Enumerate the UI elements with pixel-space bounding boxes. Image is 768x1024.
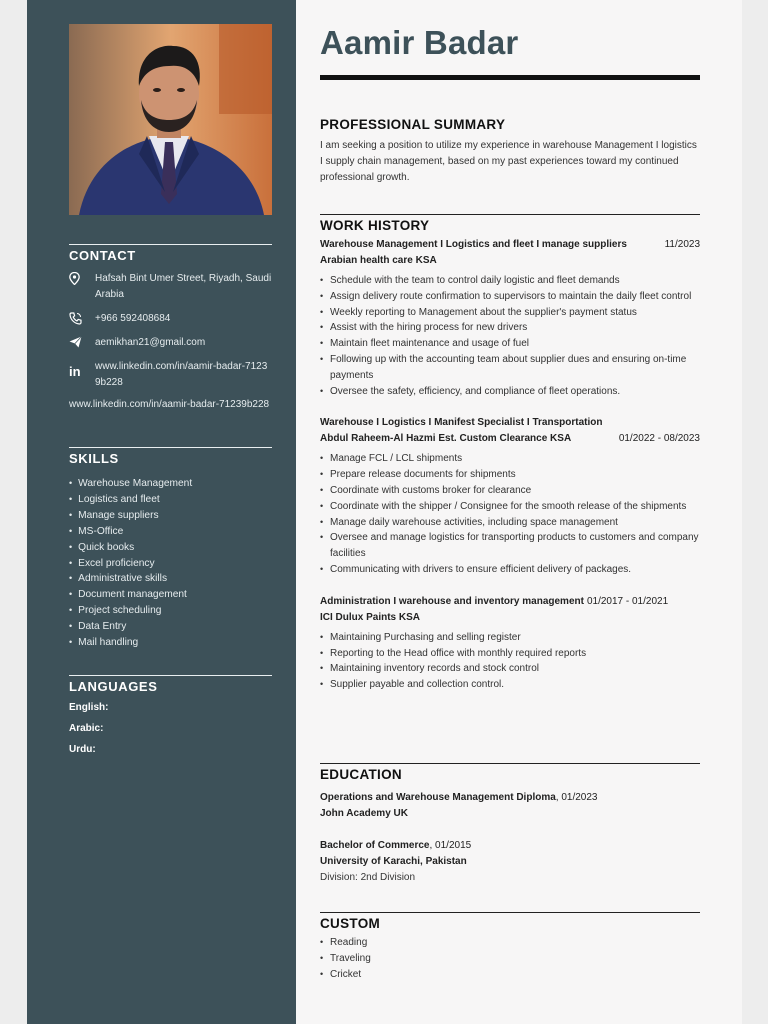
skill-item: • Administrative skills <box>69 571 272 587</box>
job-bullets <box>320 451 700 577</box>
language-item: Arabic: <box>69 723 104 734</box>
bullet-item: • Maintain fleet maintenance and usage of fuel <box>320 336 700 352</box>
location-pin-icon <box>69 271 95 285</box>
bullet-item: • Cricket <box>320 967 700 983</box>
skill-item: • Data Entry <box>69 619 272 635</box>
language-item: Urdu: <box>69 744 96 755</box>
contact-linkedin <box>69 359 272 391</box>
bullet-item: • Traveling <box>320 951 700 967</box>
contact-section <box>69 244 272 413</box>
custom-list <box>320 935 700 982</box>
job-title-row <box>320 594 700 610</box>
education-section <box>320 763 700 886</box>
job-entry <box>320 415 700 577</box>
bullet-item: • Oversee the safety, efficiency, and compliance of fleet operations. <box>320 384 700 400</box>
linkedin-icon: in <box>69 364 81 379</box>
phone-text[interactable]: +966 592408684 <box>95 313 171 324</box>
send-icon <box>69 335 95 348</box>
custom-heading: CUSTOM <box>320 916 381 931</box>
sidebar <box>27 0 296 1024</box>
bullet-item: • Manage daily warehouse activities, including space management <box>320 515 700 531</box>
bullet-item: • Prepare release documents for shipments <box>320 467 700 483</box>
bullet-item: • Supplier payable and collection control. <box>320 677 700 693</box>
skills-heading: SKILLS <box>69 451 119 466</box>
bullet-item: • Schedule with the team to control daily logistic and fleet demands <box>320 273 700 289</box>
skill-item: • Project scheduling <box>69 603 272 619</box>
job-title-row <box>320 415 700 431</box>
bullet-item: • Maintaining inventory records and stock control <box>320 661 700 677</box>
bullet-item: • Following up with the accounting team about supplier dues and ensuring on-time payments <box>320 352 700 384</box>
job-title: Warehouse I Logistics I Manifest Specialist I Transportation <box>320 417 603 429</box>
language-item: English: <box>69 702 109 713</box>
languages-heading: LANGUAGES <box>69 679 158 694</box>
skill-item: • Excel proficiency <box>69 556 272 572</box>
job-company-row <box>320 431 700 447</box>
education-degree-line <box>320 838 700 854</box>
skills-list <box>69 476 272 651</box>
phone-icon <box>69 311 95 325</box>
education-school: John Academy UK <box>320 808 408 819</box>
skills-section <box>69 447 272 651</box>
education-heading: EDUCATION <box>320 767 402 782</box>
job-company: Abdul Raheem-Al Hazmi Est. Custom Clearance KSA <box>320 433 572 445</box>
website-text[interactable]: www.linkedin.com/in/aamir-badar-71239b228 <box>69 399 270 410</box>
skill-item: • Manage suppliers <box>69 508 272 524</box>
bullet-item: • Reading <box>320 935 700 951</box>
job-entry <box>320 594 700 693</box>
education-date: , 01/2015 <box>429 840 472 851</box>
bullet-item: • Assist with the hiring process for new drivers <box>320 320 700 336</box>
contact-heading: CONTACT <box>69 248 136 263</box>
divider <box>320 214 700 215</box>
skill-item: • MS-Office <box>69 524 272 540</box>
summary-heading: PROFESSIONAL SUMMARY <box>320 117 506 132</box>
bullet-item: • Coordinate with customs broker for clearance <box>320 483 700 499</box>
bullet-item: • Weekly reporting to Management about the supplier's payment status <box>320 305 700 321</box>
contact-phone <box>69 311 272 327</box>
job-date: 11/2023 <box>664 239 700 250</box>
job-title-row <box>320 237 700 253</box>
job-company: ICI Dulux Paints KSA <box>320 611 421 623</box>
skill-item: • Mail handling <box>69 635 272 651</box>
divider <box>69 675 272 676</box>
education-date: , 01/2023 <box>555 792 598 803</box>
resume-page <box>27 0 742 1024</box>
email-text[interactable]: aemikhan21@gmail.com <box>95 337 206 348</box>
bullet-item: • Assign delivery route confirmation to supervisors to maintain the daily fleet control <box>320 289 700 305</box>
bullet-item: • Coordinate with the shipper / Consignee for the smooth release of the shipments <box>320 499 700 515</box>
education-note: Division: 2nd Division <box>320 872 416 883</box>
work-history-section <box>320 214 700 693</box>
divider <box>320 763 700 764</box>
skill-item: • Warehouse Management <box>69 476 272 492</box>
bullet-item: • Oversee and manage logistics for transporting products to customers and company facilities <box>320 530 700 562</box>
job-bullets <box>320 273 700 399</box>
bullet-item: • Communicating with drivers to ensure efficient delivery of packages. <box>320 562 700 578</box>
contact-email <box>69 335 272 351</box>
contact-address <box>69 271 272 303</box>
candidate-name: Aamir Badar <box>320 24 519 61</box>
job-company: Arabian health care KSA <box>320 255 437 266</box>
divider <box>320 912 700 913</box>
name-divider <box>320 75 700 80</box>
address-text: Hafsah Bint Umer Street, Riyadh, Saudi Arabia <box>95 273 272 300</box>
summary-text: I am seeking a position to utilize my experience in warehouse Management I logistics I supply chain management, based on my past experiences toward my continued professional growth. <box>320 140 697 183</box>
skill-item: • Document management <box>69 587 272 603</box>
custom-section <box>320 912 700 982</box>
languages-section <box>69 675 272 757</box>
languages-list <box>69 701 272 757</box>
job-entry <box>320 237 700 399</box>
summary-section <box>320 117 700 186</box>
education-degree: Operations and Warehouse Management Diploma <box>320 792 556 803</box>
linkedin-text[interactable]: www.linkedin.com/in/aamir-badar-71239b228 <box>95 361 268 388</box>
skill-item: • Logistics and fleet <box>69 492 272 508</box>
education-degree-line <box>320 790 700 806</box>
work-history-heading: WORK HISTORY <box>320 218 430 233</box>
job-title: Administration I warehouse and inventory management <box>320 595 584 607</box>
bullet-item: • Reporting to the Head office with monthly required reports <box>320 646 700 662</box>
bullet-item: • Maintaining Purchasing and selling register <box>320 630 700 646</box>
job-bullets <box>320 630 700 693</box>
education-degree: Bachelor of Commerce <box>320 840 430 851</box>
education-entry <box>320 790 700 822</box>
job-title: Warehouse Management I Logistics and fleet I manage suppliers <box>320 239 627 250</box>
divider <box>69 447 272 448</box>
divider <box>69 244 272 245</box>
job-date: 01/2022 - 08/2023 <box>618 433 700 445</box>
skill-item: • Quick books <box>69 540 272 556</box>
bullet-item: • Manage FCL / LCL shipments <box>320 451 700 467</box>
education-school: University of Karachi, Pakistan <box>320 856 467 867</box>
education-entry <box>320 838 700 886</box>
job-date: 01/2017 - 01/2021 <box>586 595 669 607</box>
profile-photo <box>69 24 272 215</box>
